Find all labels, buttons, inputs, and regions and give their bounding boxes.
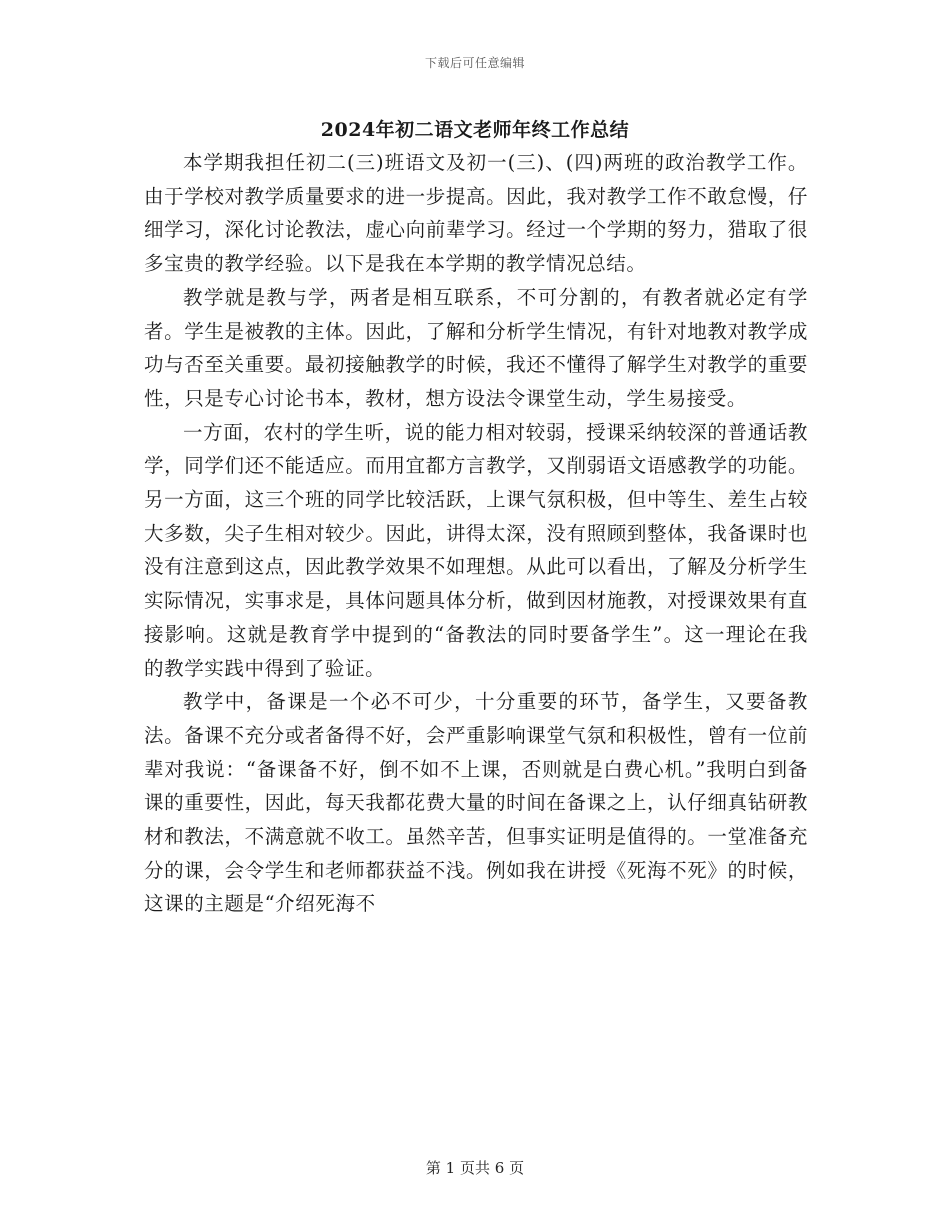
document-body <box>144 146 808 921</box>
paragraph-3: 一方面，农村的学生听，说的能力相对较弱，授课采纳较深的普通话教学，同学们还不能适应。而用宜都方言教学，又削弱语文语感教学的功能。另一方面，这三个班的同学比较活跃，上课气氛积极，但中等生、差生占较大多数，尖子生相对较少。因此，讲得太深，没有照顾到整体，我备课时也没有注意到这点，因此教学效果不如理想。从此可以看出，了解及分析学生实际情况，实事求是，具体问题具体分析，做到因材施教，对授课效果有直接影响。这就是教育学中提到的“备教法的同时要备学生”。这一理论在我的教学实践中得到了验证。 <box>144 420 808 680</box>
paragraph-4: 教学中，备课是一个必不可少，十分重要的环节，备学生，又要备教法。备课不充分或者备得不好，会严重影响课堂气氛和积极性，曾有一位前辈对我说：“备课备不好，倒不如不上课，否则就是白费心机。”我明白到备课的重要性，因此，每天我都花费大量的时间在备课之上，认仔细真钻研教材和教法，不满意就不收工。虽然辛苦，但事实证明是值得的。一堂准备充分的课，会令学生和老师都获益不浅。例如我在讲授《死海不死》的时候，这课的主题是“介绍死海不 <box>144 690 808 916</box>
page-number: 第 1 页共 6 页 <box>425 1159 525 1177</box>
document-title: 2024年初二语文老师年终工作总结 <box>320 119 630 141</box>
paragraph-2: 教学就是教与学，两者是相互联系，不可分割的，有教者就必定有学者。学生是被教的主体。因此，了解和分析学生情况，有针对地教对教学成功与否至关重要。最初接触教学的时候，我还不懂得了解学生对教学的重要性，只是专心讨论书本，教材，想方设法令课堂生动，学生易接受。 <box>144 285 808 410</box>
paragraph-1: 本学期我担任初二(三)班语文及初一(三)、(四)两班的政治教学工作。由于学校对教学质量要求的进一步提高。因此，我对教学工作不敢怠慢，仔细学习，深化讨论教法，虚心向前辈学习。经过一个学期的努力，猎取了很多宝贵的教学经验。以下是我在本学期的教学情况总结。 <box>144 151 808 276</box>
header-note: 下载后可任意编辑 <box>424 56 525 70</box>
